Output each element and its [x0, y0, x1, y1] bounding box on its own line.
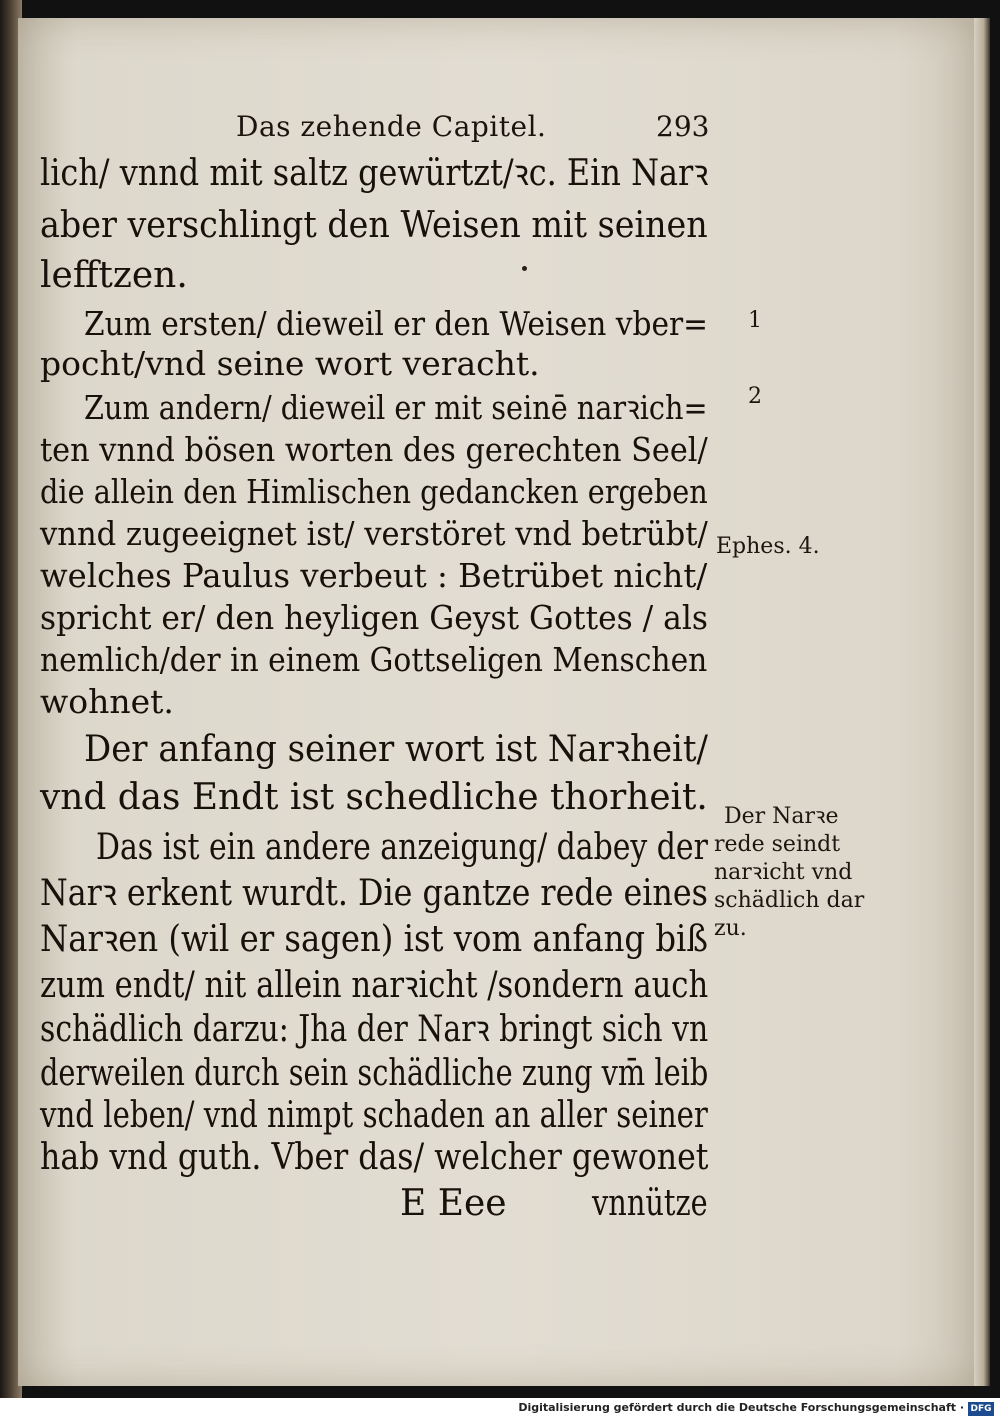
- text-line: welches Paulus verbeut : Betrübet nicht/: [40, 556, 708, 595]
- margin-note-1: 1: [748, 308, 762, 333]
- page-number: 293: [656, 110, 710, 143]
- text-line: Narꝛ erkent wurdt. Die gantze rede eines: [40, 873, 708, 914]
- text-line: schädlich darzu: Jha der Narꝛ bringt sich vn: [40, 1009, 709, 1050]
- text-line: nemlich/der in einem Gottseligen Menschen: [40, 640, 708, 679]
- running-header: [0, 110, 1000, 150]
- text-line: vnd leben/ vnd nimpt schaden an aller seiner: [40, 1095, 708, 1136]
- footer-bar: [0, 1398, 1000, 1420]
- text-line: pocht/vnd seine wort veracht.: [40, 344, 540, 383]
- text-line: hab vnd guth. Vber das/ welcher gewonet: [40, 1137, 709, 1178]
- chapter-title: Das zehende Capitel.: [236, 110, 547, 143]
- text-line: Zum andern/ dieweil er mit seinē narꝛich=: [84, 388, 708, 427]
- text-line: wohnet.: [40, 682, 174, 721]
- margin-note-narr: narꝛicht vnd: [714, 860, 853, 885]
- ink-speck: [522, 266, 527, 271]
- text-line: Narꝛen (wil er sagen) ist vom anfang biß: [40, 919, 708, 960]
- margin-note-narr: Der Narꝛe: [724, 804, 839, 829]
- dfg-logo: DFG: [968, 1402, 994, 1416]
- text-line: spricht er/ den heyligen Geyst Gottes / als: [40, 598, 708, 637]
- signature-mark: E Eee: [400, 1183, 507, 1224]
- text-line: lefftzen.: [40, 255, 188, 296]
- text-line: aber verschlingt den Weisen mit seinen: [40, 205, 708, 246]
- text-line: vnd das Endt ist schedliche thorheit.: [40, 777, 708, 818]
- margin-note-ephes: Ephes. 4.: [716, 534, 820, 559]
- text-line: zum endt/ nit allein narꝛicht /sondern auch: [40, 965, 709, 1006]
- text-line: Zum ersten/ dieweil er den Weisen vber=: [84, 304, 708, 343]
- text-line: lich/ vnnd mit saltz gewürtzt/ꝛc. Ein Narꝛ: [40, 153, 709, 194]
- margin-note-narr: schädlich dar: [714, 888, 865, 913]
- margin-note-narr: rede seindt: [714, 832, 841, 857]
- margin-note-narr: zu.: [714, 916, 747, 941]
- text-line: Der anfang seiner wort ist Narꝛheit/: [84, 729, 709, 770]
- catchword: vnnütze: [592, 1183, 708, 1224]
- text-line: ten vnnd bösen worten des gerechten Seel/: [40, 430, 708, 469]
- text-line: die allein den Himlischen gedancken ergeben: [40, 472, 708, 511]
- text-line: vnnd zugeeignet ist/ verstöret vnd betrübt/: [40, 514, 708, 553]
- text-line: derweilen durch sein schädliche zung vm̄ leib: [40, 1053, 709, 1094]
- funding-credit: Digitalisierung gefördert durch die Deutsche Forschungsgemeinschaft ·: [518, 1401, 964, 1414]
- margin-note-2: 2: [748, 384, 762, 409]
- page-edge: [974, 18, 990, 1386]
- text-line: Das ist ein andere anzeigung/ dabey der: [96, 827, 708, 868]
